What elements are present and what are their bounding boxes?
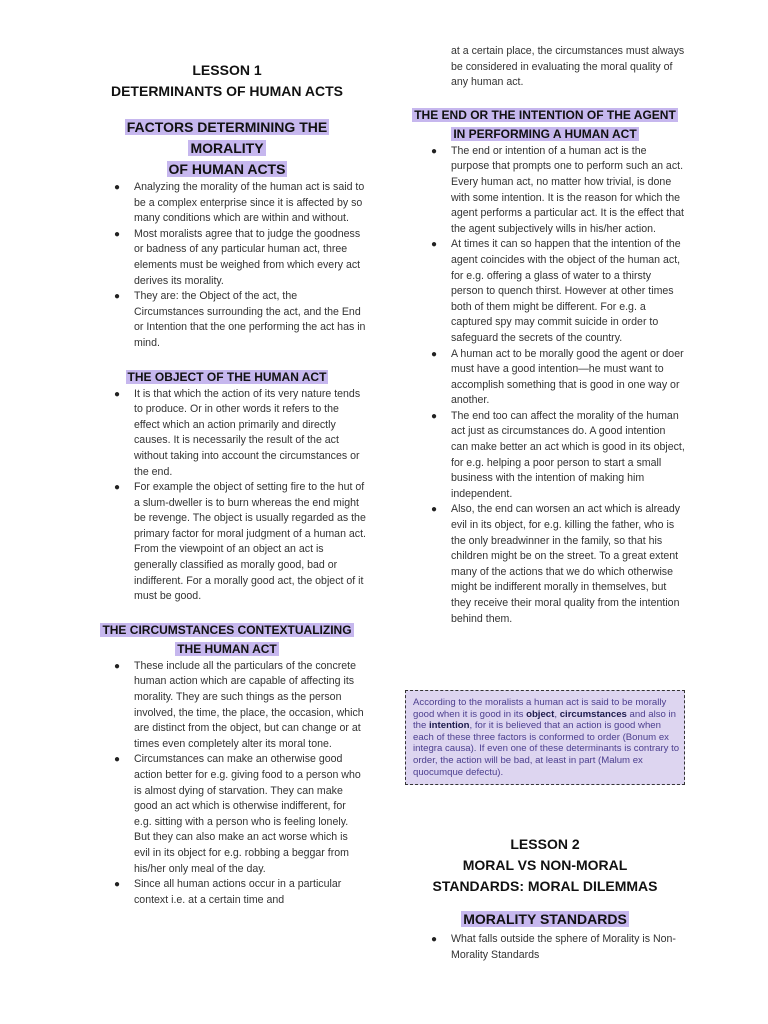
list-item: ● A human act to be morally good the agent or doer must have a good intention—he must want to accomplish something that is good in one way or another. — [431, 347, 684, 407]
factors-heading-line2: OF HUMAN ACTS — [168, 161, 286, 177]
list-item: ● The end or intention of a human act is the purpose that prompts one to perform such an act. Every human act, no matter how trivial, is done with some intention. It is the reason for which the agent performs a particular act. It is the effect that the agent subjectively wills in his/her action. — [431, 144, 684, 235]
right-column — [405, 0, 685, 627]
list-item: ● They are: the Object of the act, the Circumstances surrounding the act, and the End or Intention that the one performing the act has in mind. — [114, 290, 366, 349]
list-item: ● Analyzing the morality of the human act is said to be a complex enterprise since it is affected by so many conditions which are within and without. — [114, 181, 365, 225]
bullet-icon: ● — [431, 410, 438, 422]
morality-standards-heading — [405, 909, 685, 930]
lesson2-title-line2: MORAL VS NON-MORAL — [462, 857, 628, 873]
bullet-icon: ● — [114, 879, 121, 891]
list-item: ● Also, the end can worsen an act which is already evil in its object, for e.g. killing the father, who is the only breadwinner in the family, so that his children might be on the street. To a great extent many of the actions that we do which otherwise might be indifferent morally in themselves, but they receive their moral quality from the intention behind them. — [431, 503, 681, 625]
bullet-icon: ● — [114, 388, 121, 400]
list-item: ● For example the object of setting fire to the hut of a slum-dweller is to burn whereas the end might be revenge. The object is usually regarded as the primary factor for moral judgment of a human act. From the viewpoint of an object an act is generally classified as morally good, bad or indifferent. For a morally good act, the object of it must be good. — [114, 481, 366, 603]
circumstances-heading-line1: THE CIRCUMSTANCES CONTEXTUALIZING — [102, 622, 352, 637]
list-item: ● Since all human actions occur in a particular context i.e. at a certain time and — [114, 878, 342, 906]
circumstances-continuation — [405, 44, 685, 91]
lesson2-section — [405, 834, 685, 963]
left-column — [88, 0, 366, 908]
lesson2-title — [405, 834, 685, 897]
end-heading — [405, 106, 685, 144]
circumstances-list — [88, 659, 366, 909]
lesson1-title — [88, 60, 366, 102]
lesson2-title-line3: STANDARDS: MORAL DILEMMAS — [432, 878, 658, 894]
end-heading-line1: THE END OR THE INTENTION OF THE AGENT — [414, 107, 676, 122]
morality-standards-list — [405, 932, 685, 963]
bullet-icon: ● — [431, 145, 438, 157]
morality-standards-heading-text: MORALITY STANDARDS — [463, 911, 627, 927]
list-item: ● Most moralists agree that to judge the goodness or badness of any particular human act, three elements must be weighed from which every act derives its morality. — [114, 227, 361, 287]
list-item: ● The end too can affect the morality of the human act just as circumstances do. A good intention can make better an act which is good in its object, for e.g. helping a poor person to start a small business with the intention of making him independent. — [431, 409, 685, 500]
object-list — [88, 387, 366, 605]
factors-heading — [88, 117, 366, 180]
list-item: ● What falls outside the sphere of Morality is Non-Morality Standards — [431, 933, 676, 961]
list-item: ● These include all the particulars of the concrete human action which are capable of affecting its morality. They are such things as the person involved, the time, the place, the occasion, which are distinct from the object, but can change or at times even completely alter its moral tone. — [114, 659, 364, 750]
circumstances-heading-line2: THE HUMAN ACT — [177, 641, 277, 656]
bullet-icon: ● — [114, 228, 121, 240]
lesson1-title-line1: LESSON 1 — [192, 62, 262, 78]
end-heading-line2: IN PERFORMING A HUMAN ACT — [453, 126, 637, 141]
lesson2-title-line1: LESSON 2 — [510, 836, 580, 852]
bullet-icon: ● — [431, 239, 438, 251]
bullet-icon: ● — [114, 754, 121, 766]
bullet-icon: ● — [114, 182, 121, 193]
circumstances-heading — [88, 621, 366, 659]
bullet-icon: ● — [431, 504, 438, 516]
bullet-icon: ● — [431, 348, 438, 360]
bullet-icon: ● — [114, 660, 121, 672]
object-heading-text: THE OBJECT OF THE HUMAN ACT — [127, 369, 327, 384]
bullet-icon: ● — [114, 291, 121, 303]
end-list — [405, 144, 685, 627]
bullet-icon: ● — [431, 934, 438, 945]
object-heading — [88, 368, 366, 387]
factors-list — [88, 180, 366, 352]
lesson1-title-line2: DETERMINANTS OF HUMAN ACTS — [110, 83, 344, 99]
list-item: at a certain place, the circumstances must always be considered in evaluating the moral quality of any human act. — [451, 45, 685, 89]
list-item: ● Circumstances can make an otherwise good action better for e.g. giving food to a person who is almost dying of starvation. They can make good an act which is otherwise indifferent, for e.g. sitting with a person who is feeling lonely. But they can also make an act worse which is evil in its object for e.g. robbing a beggar from his/her only meal of the day. — [114, 753, 361, 875]
list-item: ● It is that which the action of its very nature tends to produce. Or in other words it refers to the effect which an action primarily and directly causes. It is necessarily the result of the act without taking into account the circumstances or the end. — [114, 387, 361, 478]
summary-callout: According to the moralists a human act is said to be morally good when it is good in its object, circumstances and also in the intention, for it is believed that an action is good when each of these three factors is conformed to order (Bonum ex integra causa). If even one of these determinants is contrary to order, the action will be bad, at least in part (Malum ex quocumque defectu). — [405, 690, 685, 785]
list-item: ● At times it can so happen that the intention of the agent coincides with the object of the human act, for e.g. offering a glass of water to a thirsty person to quench thirst. However at other times both of them might be different. For e.g. a captured spy may commit suicide in order to safeguard the secrets of the country. — [431, 238, 681, 344]
bullet-icon: ● — [114, 482, 121, 494]
factors-heading-line1: FACTORS DETERMINING THE MORALITY — [126, 119, 328, 156]
